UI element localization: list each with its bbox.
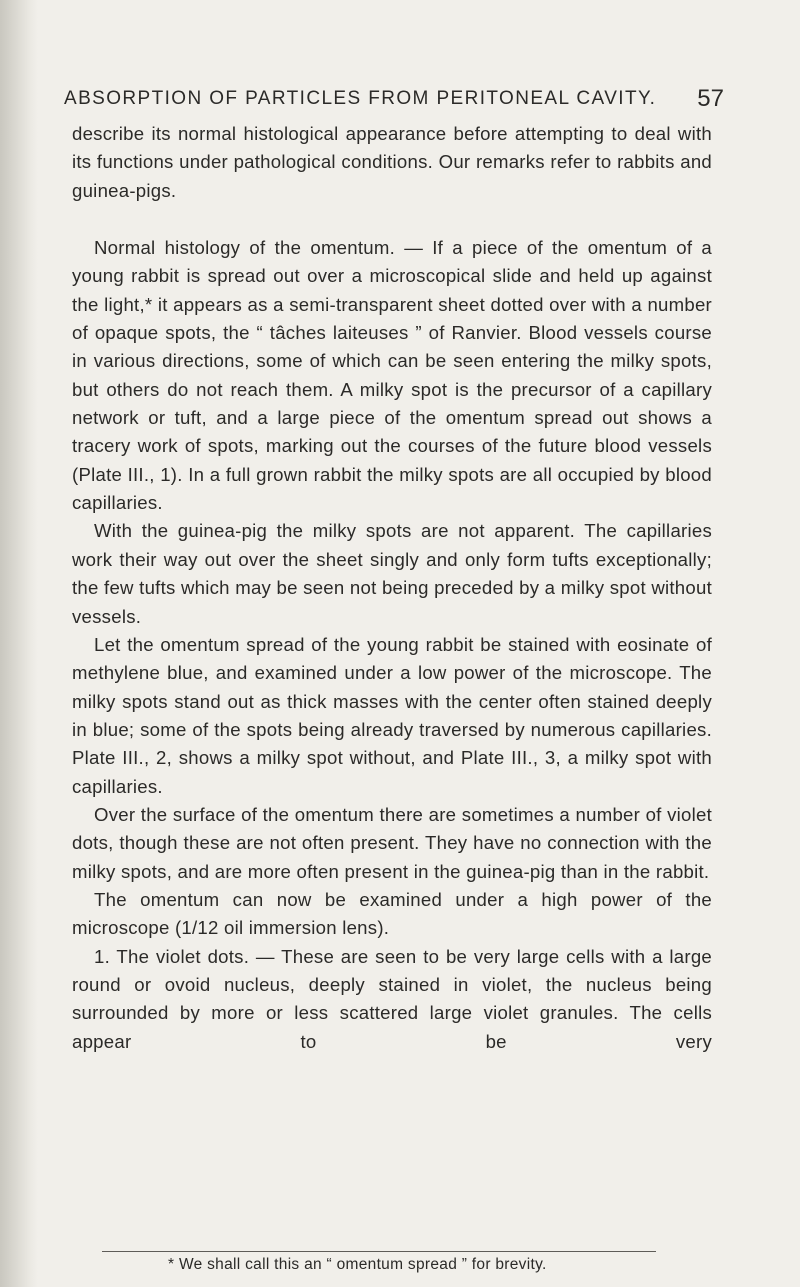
paragraph-violet-dots: 1. The violet dots. — These are seen to be very large cells with a large round or ovoid nucleus, deeply stained in violet, the nucleus being surrounded by more or less scattered large violet granules. The cells appear to be very <box>72 945 712 1052</box>
footnote: * We shall call this an “ omentum spread ” for brevity. <box>168 1256 547 1273</box>
paragraph-normal-histology: Normal histology of the omentum. — If a piece of the omentum of a young rabbit is spread out over a microscopical slide and held up against the light,* it appears as a semi-transparent sheet dotted over with a number of opaque spots, the “ tâches laiteuses ” of Ranvier. Blood vessels course in various directions, some of which can be seen entering the milky spots, but others do not reach them. A milky spot is the precursor of a capillary network or tuft, and a large piece of the omentum spread out shows a tracery work of spots, marking out the courses of the future blood vessels (Plate III., 1). In a full grown rabbit the milky spots are all occupied by blood capillaries. <box>72 237 712 514</box>
footnote-rule <box>102 1251 656 1252</box>
paragraph-continuation: describe its normal histological appearance before attempting to deal with its functions under pathological conditions. Our remarks refer to rabbits and guinea-pigs. <box>72 123 712 201</box>
body-text <box>72 120 712 1056</box>
paragraph-staining: Let the omentum spread of the young rabbit be stained with eosinate of methylene blue, and examined under a low power of the microscope. The milky spots stand out as thick masses with the center often stained deeply in blue; some of the spots being already traversed by numerous capillaries. Plate III., 2, shows a milky spot without, and Plate III., 3, a milky spot with capillaries. <box>72 633 712 797</box>
paragraph-violet-dots-surface: Over the surface of the omentum there are sometimes a number of violet dots, though these are not often present. They have no connection with the milky spots, and are more often present in the guinea-pig than in the rabbit. <box>72 803 712 882</box>
running-title: ABSORPTION OF PARTICLES FROM PERITONEAL CAVITY. <box>64 88 657 109</box>
paragraph-guinea-pig: With the guinea-pig the milky spots are not apparent. The capillaries work their way out over the sheet singly and only form tufts exceptionally; the few tufts which may be seen not being preceded by a milky spot without vessels. <box>72 520 712 627</box>
paragraph-high-power: The omentum can now be examined under a high power of the microscope (1/12 oil immersion lens). <box>72 888 712 939</box>
page-number: 57 <box>697 85 724 112</box>
page-gutter-shadow <box>0 0 38 1287</box>
